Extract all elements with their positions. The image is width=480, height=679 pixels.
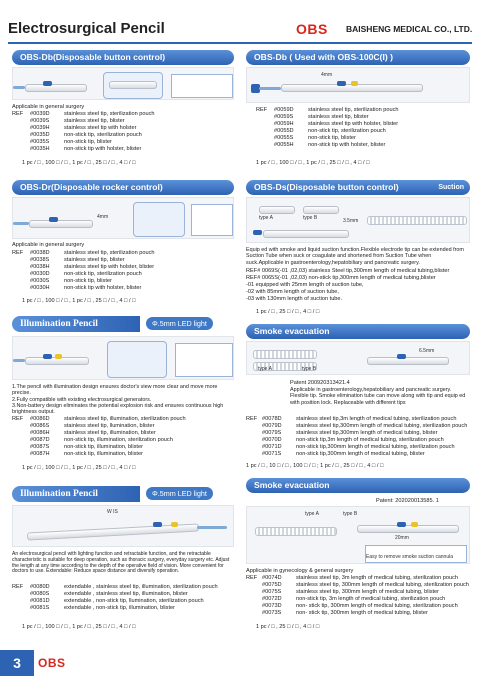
ref-row: -02 with 85mm length of suction tube,: [246, 289, 339, 295]
ref-row: #0070D non-stick tip,3m length of medical tubing, sterilization pouch: [262, 437, 444, 443]
type-b-label-smoke2: type B: [343, 511, 358, 517]
section-title-smoke1: Smoke evacuation: [246, 324, 470, 339]
product-image-illum2: [12, 505, 234, 547]
ref-list-illum2: [12, 584, 218, 612]
ref-row: #0081S extendable , non-stick tip, illumination, blister: [30, 605, 175, 611]
ref-row: #0071S non-stick tip,300mm length of medical tubing, blister: [262, 451, 425, 457]
ref-lines-ds: [246, 268, 449, 303]
ref-row: #0035S non-stick tip, blister: [30, 139, 112, 145]
packaging-illum2: 1 pc / □ , 100 □ / □ , 1 pc / □ , 25 □ / □ , 4 □ / □: [22, 624, 136, 630]
section-title-smoke2: Smoke evacuation: [246, 478, 470, 493]
ref-row: #0059H stainless steel tip with holster, blister: [274, 121, 399, 127]
packaging-smoke1: 1 pc / □ , 10 □ / □ , 100 □ / □ ; 1 pc / □ , 25 □ / □ , 4 □ / □: [246, 463, 384, 469]
ref-row: #0081D extendable , non-stick tip, llumination, sterilization pouch: [30, 598, 204, 604]
image-caption-db100: 4mm: [321, 72, 333, 78]
image-caption-ds: 3.5mm: [343, 218, 359, 224]
image-caption-smoke2: 20mm: [395, 535, 409, 541]
image-caption-dr: 4mm: [97, 214, 109, 220]
applicable-text-smoke2: Applicable in gynecology & general surgery: [246, 568, 354, 574]
ref-row: REF# 0069S(-01 ,02,03) stainless Steel tip,300mm length of medical tubing,blister: [246, 268, 450, 274]
ref-row: REF #0086D stainless steel tip, illumination, sterilization pouch: [12, 416, 186, 422]
ref-row: REF #0078D stainless steel tip,3m length of medical tubing, sterilization pouch: [246, 416, 457, 422]
image-caption-illum2: W IS: [107, 509, 118, 515]
section-title-dr: OBS-Dr(Disposable rocker control): [12, 180, 234, 195]
patent-smoke2: Patent: 202020013585. 1: [376, 498, 439, 504]
packaging-smoke2: 1 pc / □ , 25 □ / □ , 4 □ / □: [256, 624, 320, 630]
ref-row: REF# 0065S(-01 ,02,03) non-stick tip,300mm length of medical tubing,blister: [246, 275, 436, 281]
ref-list-smoke2: [246, 575, 469, 617]
ref-row: #0086H stainless steel tip, illumination, blister: [30, 430, 156, 436]
packaging-illum1: 1 pc / □ , 100 □ / □ , 1 pc / □ , 25 □ / □ , 4 □ / □: [22, 465, 136, 471]
product-image-db: [12, 67, 234, 100]
note-item: 2.Fully compatible with existing electrosurgical generators.: [12, 396, 152, 403]
ref-row: REF #0059D stainless steel tip, sterilization pouch: [256, 107, 399, 113]
section-title-illum2: Illumination Pencil: [12, 486, 140, 502]
type-a-label-ds: type A: [259, 215, 273, 221]
company-name: BAISHENG MEDICAL CO., LTD.: [346, 24, 473, 34]
ref-row: #0030S non-stick tip, blister: [30, 278, 112, 284]
product-image-smoke1: [246, 341, 470, 375]
type-a-label-smoke2: type A: [305, 511, 319, 517]
packaging-dr: 1 pc / □ , 100 □ / □ , 1 pc / □ , 25 □ / □ , 4 □ / □: [22, 298, 136, 304]
brand-logo: OBS: [296, 21, 328, 37]
description-smoke1: Applicable in gastroenterology,hepatobiliary and pancreatic surgery. Flexible tip. Smoke elimination tube can move along with tip and equip ed with position lock. Replaceable with different tips: [290, 387, 466, 406]
ref-row: #0059S stainless steel tip, blister: [274, 114, 369, 120]
ref-row: #0079D stainless steel tip,300mm length of medical tubing, sterilization pouch: [262, 423, 468, 429]
ref-list-db100: [256, 107, 398, 149]
ref-row: #0087S non-stick tip, illumination, blister: [30, 444, 143, 450]
ref-row: #0086S stainless steel tip, llumination, blister: [30, 423, 155, 429]
type-b-label-smoke1: type B: [302, 366, 317, 372]
ref-row: -01 equipped with 25mm length of suction tube,: [246, 282, 364, 288]
ref-row: #0030D non-stick tip, sterilization pouch: [30, 271, 142, 277]
ref-row: #0055H non-stick tip with holster, blister: [274, 142, 386, 148]
section-title-db: OBS-Db(Disposable button control): [12, 50, 234, 65]
ref-list-dr: [12, 250, 154, 292]
ref-row: -03 with 130mm length of suction tube.: [246, 296, 343, 302]
ref-row: #0075S stainless steel tip, 300mm length of medical tubing, blister: [262, 589, 440, 595]
ref-row: #0039H stainless steel tip with holster: [30, 125, 137, 131]
patent-smoke1: Patent 200920313421.4: [290, 380, 350, 386]
product-image-ds: [246, 197, 470, 243]
description-illum2: An electrosurgical pencil with lighting function and retractable function, and the retractable characteristic is suitable for deep operation, such as thoracic surgery, everyday surgery etc. Adjust the length at any time according to the depth of the operative field of vision. More convenient for doctors to use. Extendable: Reduce space distance and diversify operation.: [12, 551, 230, 575]
ref-row: #0035H non-stick tip with holster, blister: [30, 146, 142, 152]
ref-row: #0080S extendable , stainless steel tip, illumination, blister: [30, 591, 188, 597]
ref-row: #0055S non-stick tip, blister: [274, 135, 356, 141]
page-title: Electrosurgical Pencil: [8, 20, 165, 37]
type-b-label-ds: type B: [303, 215, 318, 221]
easy-remove-note: Easy to remove smoke suction cannula: [366, 554, 453, 560]
ref-list-smoke1: [246, 416, 467, 458]
section-title-ds: [246, 180, 470, 195]
section-title-db100: OBS-Db ( Used with OBS-100C(I) ): [246, 50, 470, 65]
note-item: 3.Non-battery design eliminates the potential explosion risk and ensures continuous high brightness output.: [12, 402, 224, 416]
ref-row: #0075D stainless steel tip, 300mm length of medical tubing, sterilization pouch: [262, 582, 469, 588]
product-image-db100: [246, 67, 470, 103]
led-tag-illum1: Φ.5mm LED light: [146, 317, 213, 330]
section-title-illum1: Illumination Pencil: [12, 316, 140, 332]
ref-row: REF #0080D extendable , stainless steel tip, illumination, sterilization pouch: [12, 584, 218, 590]
ref-row: #0038H stainless steel tip with holster, blister: [30, 264, 155, 270]
suction-label: Suction: [438, 184, 464, 191]
ref-row: #0071D non-stick tip,300mm length of medical tubing, sterilization pouch: [262, 444, 455, 450]
ref-row: #0087H non-stick tip, illumination, blister: [30, 451, 143, 457]
ref-row: REF #0039D stainless steel tip, sterilization pouch: [12, 111, 155, 117]
applicable-text-db: Applicable in general surgery: [12, 104, 85, 110]
product-image-dr: [12, 197, 234, 239]
header-divider: [8, 42, 472, 44]
ref-row: #0055D non-stick tip, sterilization pouch: [274, 128, 386, 134]
page-number: 3: [0, 650, 34, 676]
packaging-ds: 1 pc / □ , 25 □ / □ , 4 □ / □: [256, 309, 320, 315]
description-ds: Equip ed with smoke and liquid suction function.Flexible electrode tip can be extended from Suction Tube when suck or coagulate and shortened from Suction Tube when suck.Applicable in gastroenterology,hepatobiliary and pancreatic surgery.: [246, 247, 464, 266]
packaging-db: 1 pc / □ , 100 □ / □ , 1 pc / □ , 25 □ / □ , 4 □ / □: [22, 160, 136, 166]
ref-row: #0072D non-stick tip, 3m length of medical tubing, sterilization pouch: [262, 596, 446, 602]
applicable-text-dr: Applicable in general surgery: [12, 242, 85, 248]
ref-row: #0079S stainless steel tip,300mm length of medical tubing, blister: [262, 430, 438, 436]
ref-list-db: [12, 111, 154, 153]
ref-list-illum1: [12, 416, 186, 458]
product-image-illum1: [12, 336, 234, 380]
led-tag-illum2: Φ.5mm LED light: [146, 487, 213, 500]
packaging-db100: 1 pc / □ , 100 □ / □ , 1 pc / □ , 25 □ / □ , 4 □ / □: [256, 160, 370, 166]
ref-row: REF #0074D stainless steel tip, 3m length of medical tubing, sterilization pouch: [246, 575, 458, 581]
ref-row: #0039S stainless steel tip, blister: [30, 118, 125, 124]
section-title-ds-text: OBS-Ds(Disposable button control): [254, 182, 399, 192]
footer-logo: OBS: [38, 656, 66, 670]
ref-row: #0087D non-stick tip, illumination, sterilization pouch: [30, 437, 173, 443]
ref-row: REF #0038D stainless steel tip, sterilization pouch: [12, 250, 155, 256]
ref-row: #0073S non- stick tip, 300mm length of medical tubing, blister: [262, 610, 428, 616]
ref-row: #0035D non-stick tip, sterilization pouch: [30, 132, 142, 138]
ref-row: #0030H non-stick tip with holster, blister: [30, 285, 142, 291]
image-caption-smoke1: 6.5mm: [419, 348, 435, 354]
note-item: 1.The pencil with illumination design ensures doctor's view more clear and move more precise.: [12, 384, 218, 397]
notes-illum1: [12, 384, 234, 415]
type-a-label-smoke1: type A: [258, 366, 272, 372]
ref-row: #0073D non- stick tip, 300mm length of medical tubing, sterilization pouch: [262, 603, 458, 609]
ref-row: #0038S stainless steel tip, blister: [30, 257, 125, 263]
